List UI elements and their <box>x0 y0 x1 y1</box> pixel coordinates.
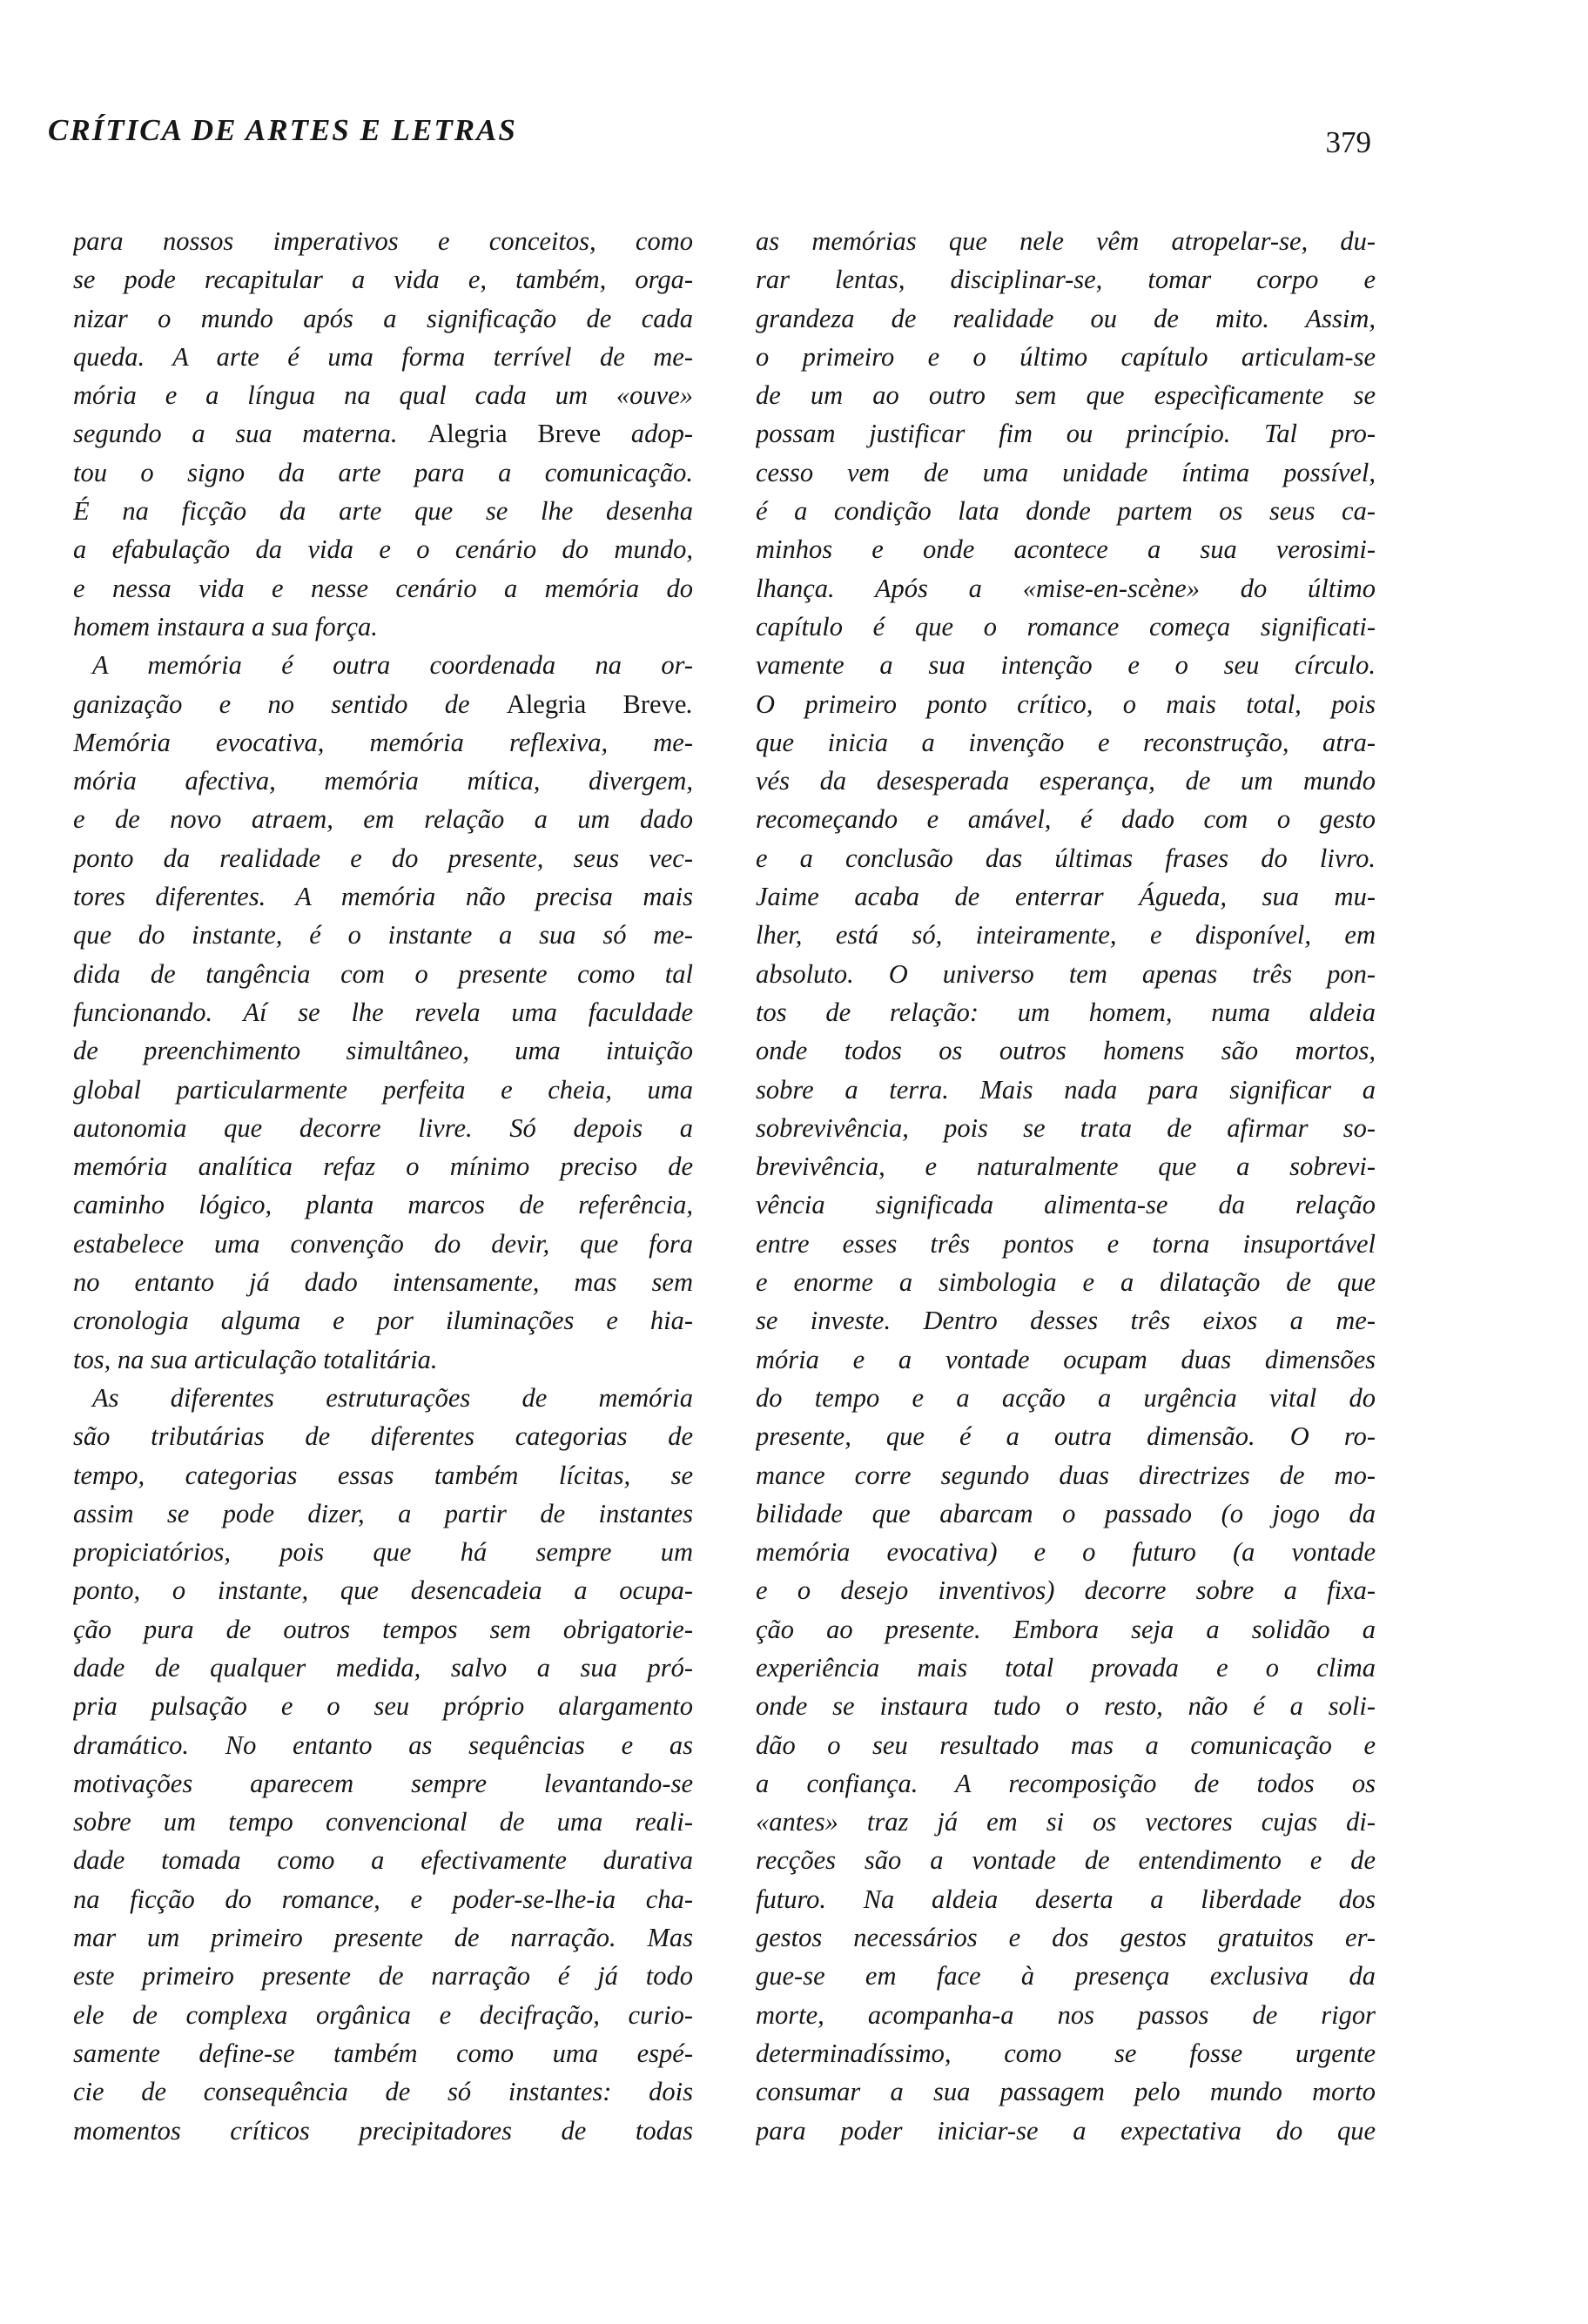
line-text: cesso vem de uma unidade íntima possível, <box>756 457 1376 487</box>
text-line <box>73 1071 693 1109</box>
text-line <box>73 1880 693 1918</box>
line-text: tores diferentes. A memória não precisa mais <box>73 882 693 912</box>
text-line <box>756 955 1376 993</box>
line-text: motivações aparecem sempre levantando-se <box>73 1768 693 1798</box>
line-text: rar lentas, disciplinar-se, tomar corpo e <box>756 265 1376 295</box>
text-line <box>73 260 693 299</box>
page-number: 379 <box>1325 125 1371 159</box>
line-text: e nessa vida e nesse cenário a memória do <box>73 573 693 603</box>
book-title: Alegria Breve <box>506 688 687 719</box>
line-text: segundo a sua materna. <box>73 419 428 449</box>
line-text: sobrevivência, pois se trata de afirmar so- <box>756 1112 1376 1143</box>
line-text: ção pura de outros tempos sem obrigatorie- <box>73 1614 693 1644</box>
text-line <box>756 2072 1376 2111</box>
line-text: ção ao presente. Embora seja a solidão a <box>756 1614 1376 1644</box>
text-line <box>73 1494 693 1533</box>
text-line <box>756 1957 1376 1995</box>
line-text: lher, está só, inteiramente, e disponível, em <box>756 920 1376 950</box>
line-text: pria pulsação e o seu próprio alargamento <box>73 1691 693 1722</box>
text-line <box>73 530 693 568</box>
text-line <box>756 492 1376 530</box>
text-line <box>756 338 1376 376</box>
line-text: recomeçando e amável, é dado com o gesto <box>756 804 1376 835</box>
line-text: se investe. Dentro desses três eixos a me- <box>756 1306 1376 1336</box>
text-line <box>73 762 693 800</box>
line-text: mória e a vontade ocupam duas dimensões <box>756 1344 1376 1374</box>
line-text: consumar a sua passagem pelo mundo morto <box>756 2077 1376 2107</box>
text-line <box>73 1417 693 1455</box>
text-line <box>756 993 1376 1031</box>
line-text: e o desejo inventivos) decorre sobre a fixa- <box>756 1575 1376 1606</box>
text-line <box>756 762 1376 800</box>
line-text: A memória é outra coordenada na or- <box>92 650 693 681</box>
line-text: no entanto já dado intensamente, mas sem <box>73 1267 693 1298</box>
line-text: onde se instaura tudo o resto, não é a soli- <box>756 1691 1376 1722</box>
line-text: e a conclusão das últimas frases do livro. <box>756 843 1376 873</box>
text-line <box>73 800 693 838</box>
text-line <box>756 1841 1376 1879</box>
text-line <box>73 1186 693 1224</box>
text-line <box>756 646 1376 684</box>
text-line <box>756 530 1376 568</box>
line-text: memória evocativa) e o futuro (a vontade <box>756 1537 1376 1568</box>
running-title: CRÍTICA DE ARTES E LETRAS <box>48 113 517 147</box>
text-line <box>73 1610 693 1649</box>
line-text: brevivência, e naturalmente que a sobrevi- <box>756 1152 1376 1182</box>
line-text: tos de relação: um homem, numa aldeia <box>756 997 1376 1027</box>
line-text: «antes» traz já em si os vectores cujas di- <box>756 1807 1376 1837</box>
line-text: tos, na sua articulação totalitária. <box>73 1344 438 1374</box>
line-text: gue-se em face à presença exclusiva da <box>756 1961 1376 1992</box>
line-text: Memória evocativa, memória reflexiva, me- <box>73 727 693 757</box>
text-line <box>756 1494 1376 1533</box>
line-text-after: . <box>686 688 693 719</box>
text-line <box>756 1263 1376 1301</box>
text-column-right <box>756 222 1376 2150</box>
text-line <box>73 376 693 414</box>
text-line <box>756 608 1376 646</box>
text-line <box>73 1571 693 1609</box>
text-line <box>73 492 693 530</box>
text-line <box>73 1726 693 1764</box>
text-line <box>756 1649 1376 1687</box>
line-text: ponto da realidade e do presente, seus vec- <box>73 843 693 873</box>
text-line <box>756 916 1376 954</box>
text-line <box>756 839 1376 877</box>
line-text: este primeiro presente de narração é já todo <box>73 1961 693 1992</box>
line-text: dida de tangência com o presente como tal <box>73 958 693 989</box>
line-text: As diferentes estruturações de memória <box>92 1382 693 1413</box>
text-line <box>756 1996 1376 2034</box>
text-line <box>73 877 693 916</box>
line-text: funcionando. Aí se lhe revela uma faculdade <box>73 997 693 1027</box>
line-text: assim se pode dizer, a partir de instantes <box>73 1498 693 1528</box>
line-text: recções são a vontade de entendimento e de <box>756 1845 1376 1876</box>
text-line <box>756 1918 1376 1957</box>
text-line <box>73 2072 693 2111</box>
line-text: vamente a sua intenção e o seu círculo. <box>756 650 1376 681</box>
line-text: queda. A arte é uma forma terrível de me- <box>73 341 693 372</box>
text-line <box>756 1571 1376 1609</box>
text-line <box>73 414 693 453</box>
text-line <box>756 569 1376 608</box>
line-text: de um ao outro sem que especìficamente se <box>756 380 1376 411</box>
text-line <box>73 1918 693 1957</box>
text-line <box>756 1687 1376 1725</box>
line-text: para poder iniciar-se a expectativa do que <box>756 2115 1376 2146</box>
text-line <box>73 993 693 1031</box>
text-line <box>756 2034 1376 2072</box>
line-text: para nossos imperativos e conceitos, como <box>73 226 693 256</box>
text-line <box>756 260 1376 299</box>
line-text: dade de qualquer medida, salvo a sua pró- <box>73 1652 693 1683</box>
text-line <box>756 1417 1376 1455</box>
line-text: bilidade que abarcam o passado (o jogo da <box>756 1498 1376 1528</box>
text-line <box>756 1803 1376 1841</box>
text-line <box>756 1764 1376 1803</box>
text-line <box>756 1880 1376 1918</box>
line-text: se pode recapitular a vida e, também, orga- <box>73 265 693 295</box>
text-line <box>756 1071 1376 1109</box>
line-text: e de novo atraem, em relação a um dado <box>73 804 693 835</box>
line-text: absoluto. O universo tem apenas três pon- <box>756 958 1376 989</box>
text-line <box>756 1186 1376 1224</box>
line-text: tou o signo da arte para a comunicação. <box>73 457 693 487</box>
line-text: possam justificar fim ou princípio. Tal pro- <box>756 419 1376 449</box>
text-line <box>756 1379 1376 1417</box>
line-text: mance corre segundo duas directrizes de mo- <box>756 1460 1376 1490</box>
line-text: dão o seu resultado mas a comunicação e <box>756 1730 1376 1760</box>
text-line <box>756 2112 1376 2150</box>
line-text: cie de consequência de só instantes: dois <box>73 2077 693 2107</box>
text-column-left <box>73 222 693 2150</box>
line-text: as memórias que nele vêm atropelar-se, du- <box>756 226 1376 256</box>
line-text: caminho lógico, planta marcos de referência, <box>73 1190 693 1220</box>
line-text: entre esses três pontos e torna insuportável <box>756 1228 1376 1259</box>
line-text: sobre a terra. Mais nada para significar a <box>756 1074 1376 1105</box>
text-line <box>73 608 693 646</box>
line-text: a efabulação da vida e o cenário do mundo, <box>73 534 693 565</box>
line-text: mar um primeiro presente de narração. Mas <box>73 1923 693 1953</box>
line-text: estabelece uma convenção do devir, que fora <box>73 1228 693 1259</box>
line-text: É na ficção da arte que se lhe desenha <box>73 496 693 527</box>
line-text: morte, acompanha-a nos passos de rigor <box>756 1999 1376 2030</box>
line-text: O primeiro ponto crítico, o mais total, pois <box>756 688 1376 719</box>
line-text: mória e a língua na qual cada um «ouve» <box>73 380 693 411</box>
text-line <box>73 723 693 762</box>
line-text: memória analítica refaz o mínimo preciso de <box>73 1152 693 1182</box>
page-header <box>48 113 1371 165</box>
line-text: sobre um tempo convencional de uma reali- <box>73 1807 693 1837</box>
text-line <box>73 1147 693 1186</box>
line-text: é a condição lata donde partem os seus ca- <box>756 496 1376 527</box>
text-line <box>756 376 1376 414</box>
line-text: cronologia alguma e por iluminações e hia- <box>73 1306 693 1336</box>
line-text: experiência mais total provada e o clima <box>756 1652 1376 1683</box>
line-text: de preenchimento simultâneo, uma intuição <box>73 1036 693 1066</box>
line-text: o primeiro e o último capítulo articulam-se <box>756 341 1376 372</box>
text-line <box>756 723 1376 762</box>
text-line <box>756 1031 1376 1070</box>
text-line <box>73 1996 693 2034</box>
line-text: lhança. Após a «mise-en-scène» do último <box>756 573 1376 603</box>
text-line <box>73 916 693 954</box>
text-line <box>73 955 693 993</box>
line-text: são tributárias de diferentes categorias de <box>73 1421 693 1452</box>
line-text: homem instaura a sua força. <box>73 611 378 641</box>
text-line <box>73 1764 693 1803</box>
text-line <box>73 1340 693 1379</box>
text-line <box>756 1225 1376 1263</box>
line-text: dade tomada como a efectivamente durativa <box>73 1845 693 1876</box>
line-text: ponto, o instante, que desencadeia a ocupa- <box>73 1575 693 1606</box>
text-line <box>756 1147 1376 1186</box>
text-line <box>73 1109 693 1147</box>
text-line <box>756 453 1376 492</box>
text-line <box>73 1841 693 1879</box>
text-line <box>73 1379 693 1417</box>
line-text: propiciatórios, pois que há sempre um <box>73 1537 693 1568</box>
text-line <box>73 1649 693 1687</box>
text-line <box>73 1225 693 1263</box>
text-line <box>73 1533 693 1571</box>
text-line <box>73 1263 693 1301</box>
text-line <box>73 222 693 260</box>
text-line <box>73 1687 693 1725</box>
text-line <box>756 1456 1376 1494</box>
line-text: do tempo e a acção a urgência vital do <box>756 1382 1376 1413</box>
text-line <box>756 1726 1376 1764</box>
text-line <box>756 1610 1376 1649</box>
text-line <box>73 453 693 492</box>
line-text: ganização e no sentido de <box>73 688 507 719</box>
line-text: que inicia a invenção e reconstrução, atra- <box>756 727 1376 757</box>
text-line <box>73 2112 693 2150</box>
text-line <box>73 646 693 684</box>
text-line <box>73 1957 693 1995</box>
line-text: onde todos os outros homens são mortos, <box>756 1036 1376 1066</box>
line-text: mória afectiva, memória mítica, divergem, <box>73 766 693 796</box>
text-line <box>73 299 693 338</box>
line-text: capítulo é que o romance começa significati- <box>756 611 1376 641</box>
book-title: Alegria Breve <box>427 419 602 449</box>
text-line <box>756 1301 1376 1340</box>
text-line <box>73 839 693 877</box>
text-line <box>756 222 1376 260</box>
line-text: Jaime acaba de enterrar Águeda, sua mu- <box>756 882 1376 912</box>
text-line <box>756 1340 1376 1379</box>
line-text: ele de complexa orgânica e decifração, curio- <box>73 1999 693 2030</box>
line-text: global particularmente perfeita e cheia, uma <box>73 1074 693 1105</box>
text-line <box>73 569 693 608</box>
line-text: e enorme a simbologia e a dilatação de que <box>756 1267 1376 1298</box>
line-text: samente define-se também como uma espé- <box>73 2038 693 2068</box>
text-line <box>73 1031 693 1070</box>
line-text: dramático. No entanto as sequências e as <box>73 1730 693 1760</box>
line-text: a confiança. A recomposição de todos os <box>756 1768 1376 1798</box>
text-line <box>756 1533 1376 1571</box>
text-line <box>73 2034 693 2072</box>
text-line <box>756 414 1376 453</box>
text-line <box>73 1803 693 1841</box>
text-line <box>73 1301 693 1340</box>
line-text: que do instante, é o instante a sua só me- <box>73 920 693 950</box>
line-text: tempo, categorias essas também lícitas, se <box>73 1460 693 1490</box>
line-text: presente, que é a outra dimensão. O ro- <box>756 1421 1376 1452</box>
line-text: momentos críticos precipitadores de todas <box>73 2115 693 2146</box>
line-text: vés da desesperada esperança, de um mundo <box>756 766 1376 796</box>
line-text: autonomia que decorre livre. Só depois a <box>73 1112 693 1143</box>
text-line <box>756 877 1376 916</box>
line-text: minhos e onde acontece a sua verosimi- <box>756 534 1376 565</box>
text-line <box>756 685 1376 723</box>
text-line <box>756 299 1376 338</box>
line-text: na ficção do romance, e poder-se-lhe-ia cha- <box>73 1884 693 1914</box>
text-line <box>73 685 693 723</box>
line-text: gestos necessários e dos gestos gratuitos er- <box>756 1923 1376 1953</box>
line-text: nizar o mundo após a significação de cada <box>73 303 693 333</box>
line-text: futuro. Na aldeia deserta a liberdade dos <box>756 1884 1376 1914</box>
text-line <box>73 1456 693 1494</box>
text-line <box>756 1109 1376 1147</box>
line-text: grandeza de realidade ou de mito. Assim, <box>756 303 1376 333</box>
line-text-after: adop- <box>601 419 693 449</box>
text-line <box>756 800 1376 838</box>
text-line <box>73 338 693 376</box>
line-text: vência significada alimenta-se da relação <box>756 1190 1376 1220</box>
line-text: determinadíssimo, como se fosse urgente <box>756 2038 1376 2068</box>
